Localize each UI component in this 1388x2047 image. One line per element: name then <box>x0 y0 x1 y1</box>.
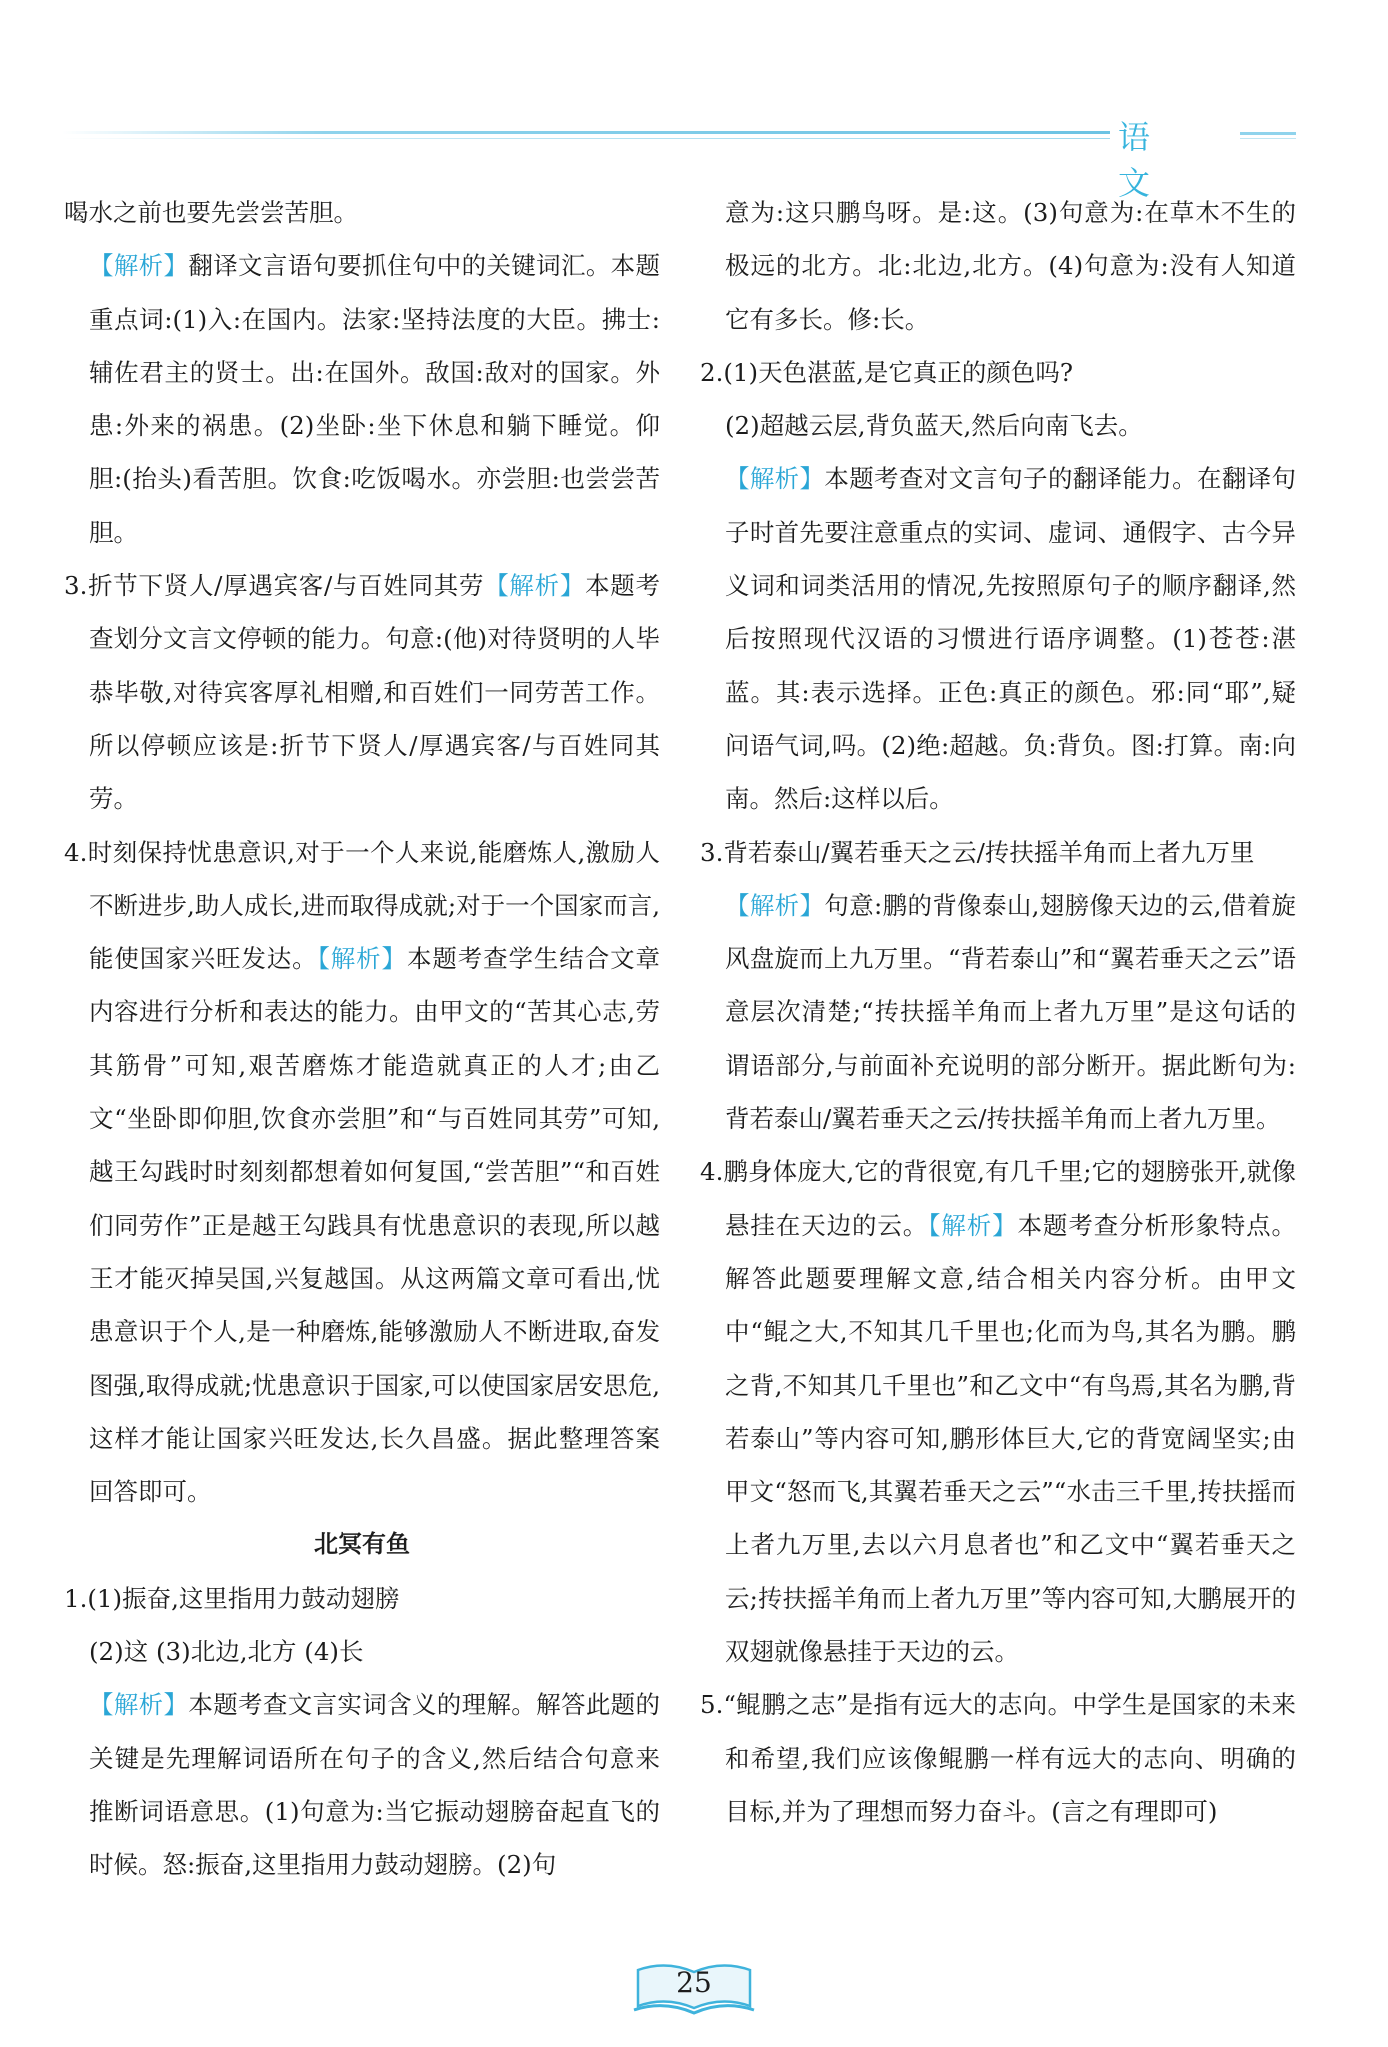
paragraph-text: 2.(1)天色湛蓝,是它真正的颜色吗? <box>700 357 1074 387</box>
paragraph-text: 本题考查分析形象特点。解答此题要理解文意,结合相关内容分析。由甲文中“鲲之大,不知其几千里也;化而为鸟,其名为鹏。鹏之背,不知其几千里也”和乙文中“有鸟焉,其名为鹏,背若泰山”等内容可知,鹏形体巨大,它的背宽阔坚实;由甲文“怒而飞,其翼若垂天之云”“水击三千里,抟扶摇而上者九万里,去以六月息者也”和乙文中“翼若垂天之云;抟扶摇羊角而上者九万里”等内容可知,大鹏展开的双翅就像悬挂于天边的云。 <box>725 1210 1297 1667</box>
answer-paragraph <box>700 1145 1296 1678</box>
header-rule-thin <box>62 138 1110 139</box>
header-rule <box>62 131 1110 134</box>
answer-paragraph <box>64 239 660 559</box>
section-title <box>64 1518 660 1571</box>
analysis-tag: 【解析】 <box>725 890 825 920</box>
answer-paragraph <box>700 452 1296 825</box>
answer-paragraph <box>64 826 660 1519</box>
answer-paragraph <box>64 1625 660 1678</box>
page-number: 25 <box>676 1966 712 1999</box>
paragraph-text: 意为:这只鹏鸟呀。是:这。(3)句意为:在草木不生的极远的北方。北:北边,北方。(4)句意为:没有人知道它有多长。修:长。 <box>725 198 1296 334</box>
answer-paragraph <box>64 559 660 825</box>
paragraph-text: 翻译文言语句要抓住句中的关键词汇。本题重点词:(1)入:在国内。法家:坚持法度的大臣。拂士:辅佐君主的贤士。出:在国外。敌国:敌对的国家。外患:外来的祸患。(2)坐卧:坐下休息和躺下睡觉。仰胆:(抬头)看苦胆。饮食:吃饭喝水。亦尝胆:也尝尝苦胆。 <box>89 251 661 547</box>
answer-paragraph <box>64 186 660 239</box>
left-column <box>64 186 660 1892</box>
answer-paragraph <box>700 879 1296 1145</box>
paragraph-text: (2)这 (3)北边,北方 (4)长 <box>89 1637 364 1667</box>
right-column <box>700 186 1296 1838</box>
paragraph-text: 句意:鹏的背像泰山,翅膀像天边的云,借着旋风盘旋而上九万里。“背若泰山”和“翼若垂天之云”语意层次清楚;“抟扶摇羊角而上者九万里”是这句话的谓语部分,与前面补充说明的部分断开。据此断句为:背若泰山/翼若垂天之云/抟扶摇羊角而上者九万里。 <box>725 890 1296 1134</box>
paragraph-text: 3.背若泰山/翼若垂天之云/抟扶摇羊角而上者九万里 <box>700 837 1255 867</box>
paragraph-text: (2)超越云层,背负蓝天,然后向南飞去。 <box>725 411 1143 441</box>
answer-paragraph <box>64 1678 660 1891</box>
analysis-tag: 【解析】 <box>928 1210 1018 1240</box>
paragraph-text: 4.鹏身体庞大,它的背很宽,有几千里;它的翅膀张开,就像悬挂在天边的云。 <box>700 1157 1296 1240</box>
paragraph-text: 喝水之前也要先尝尝苦胆。 <box>64 198 358 227</box>
analysis-tag: 【解析】 <box>89 251 189 281</box>
paragraph-text: 1.(1)振奋,这里指用力鼓动翅膀 <box>64 1583 400 1613</box>
page-number-badge <box>632 1960 756 2016</box>
paragraph-text: 5.“鲲鹏之志”是指有远大的志向。中学生是国家的未来和希望,我们应该像鲲鹏一样有远大的志向、明确的目标,并为了理想而努力奋斗。(言之有理即可) <box>700 1690 1296 1826</box>
analysis-tag: 【解析】 <box>89 1690 189 1720</box>
analysis-tag: 【解析】 <box>484 571 586 601</box>
analysis-tag: 【解析】 <box>317 944 407 974</box>
paragraph-text: 本题考查划分文言文停顿的能力。句意:(他)对待贤明的人毕恭毕敬,对待宾客厚礼相赠,和百姓们一同劳苦工作。所以停顿应该是:折节下贤人/厚遇宾客/与百姓同其劳。 <box>89 571 661 814</box>
paragraph-text: 本题考查对文言句子的翻译能力。在翻译句子时首先要注意重点的实词、虚词、通假字、古今异义词和词类活用的情况,先按照原句子的顺序翻译,然后按照现代汉语的习惯进行语序调整。(1)苍苍:湛蓝。其:表示选择。正色:真正的颜色。邪:同“耶”,疑问语气词,吗。(2)绝:超越。负:背负。图:打算。南:向南。然后:这样以后。 <box>725 464 1297 814</box>
header-rule-tail <box>1240 132 1296 135</box>
header-rule-tail-thin <box>1240 138 1296 139</box>
answer-paragraph <box>700 186 1296 346</box>
paragraph-text: 3.折节下贤人/厚遇宾客/与百姓同其劳 <box>64 571 485 601</box>
section-title-text: 北冥有鱼 <box>314 1530 410 1559</box>
answer-paragraph <box>700 826 1296 879</box>
answer-paragraph <box>64 1572 660 1625</box>
analysis-tag: 【解析】 <box>725 464 825 494</box>
answer-paragraph <box>700 1678 1296 1838</box>
subject-label: 语 文 <box>1118 118 1163 202</box>
paragraph-text: 4.时刻保持忧患意识,对于一个人来说,能磨炼人,激励人不断进步,助人成长,进而取得成就;对于一个国家而言,能使国家兴旺发达。 <box>64 837 660 974</box>
answer-paragraph <box>700 399 1296 452</box>
answer-paragraph <box>700 346 1296 399</box>
paragraph-text: 本题考查文言实词含义的理解。解答此题的关键是先理解词语所在句子的含义,然后结合句意来推断词语意思。(1)句意为:当它振动翅膀奋起直飞的时候。怒:振奋,这里指用力鼓动翅膀。(2)句 <box>89 1690 661 1880</box>
paragraph-text: 本题考查学生结合文章内容进行分析和表达的能力。由甲文的“苦其心志,劳其筋骨”可知,艰苦磨炼才能造就真正的人才;由乙文“坐卧即仰胆,饮食亦尝胆”和“与百姓同其劳”可知,越王勾践时时刻刻都想着如何复国,“尝苦胆”“和百姓们同劳作”正是越王勾践具有忧患意识的表现,所以越王才能灭掉吴国,兴复越国。从这两篇文章可看出,忧患意识于个人,是一种磨炼,能够激励人不断进取,奋发图强,取得成就;忧患意识于国家,可以使国家居安思危,这样才能让国家兴旺发达,长久昌盛。据此整理答案回答即可。 <box>89 944 661 1507</box>
